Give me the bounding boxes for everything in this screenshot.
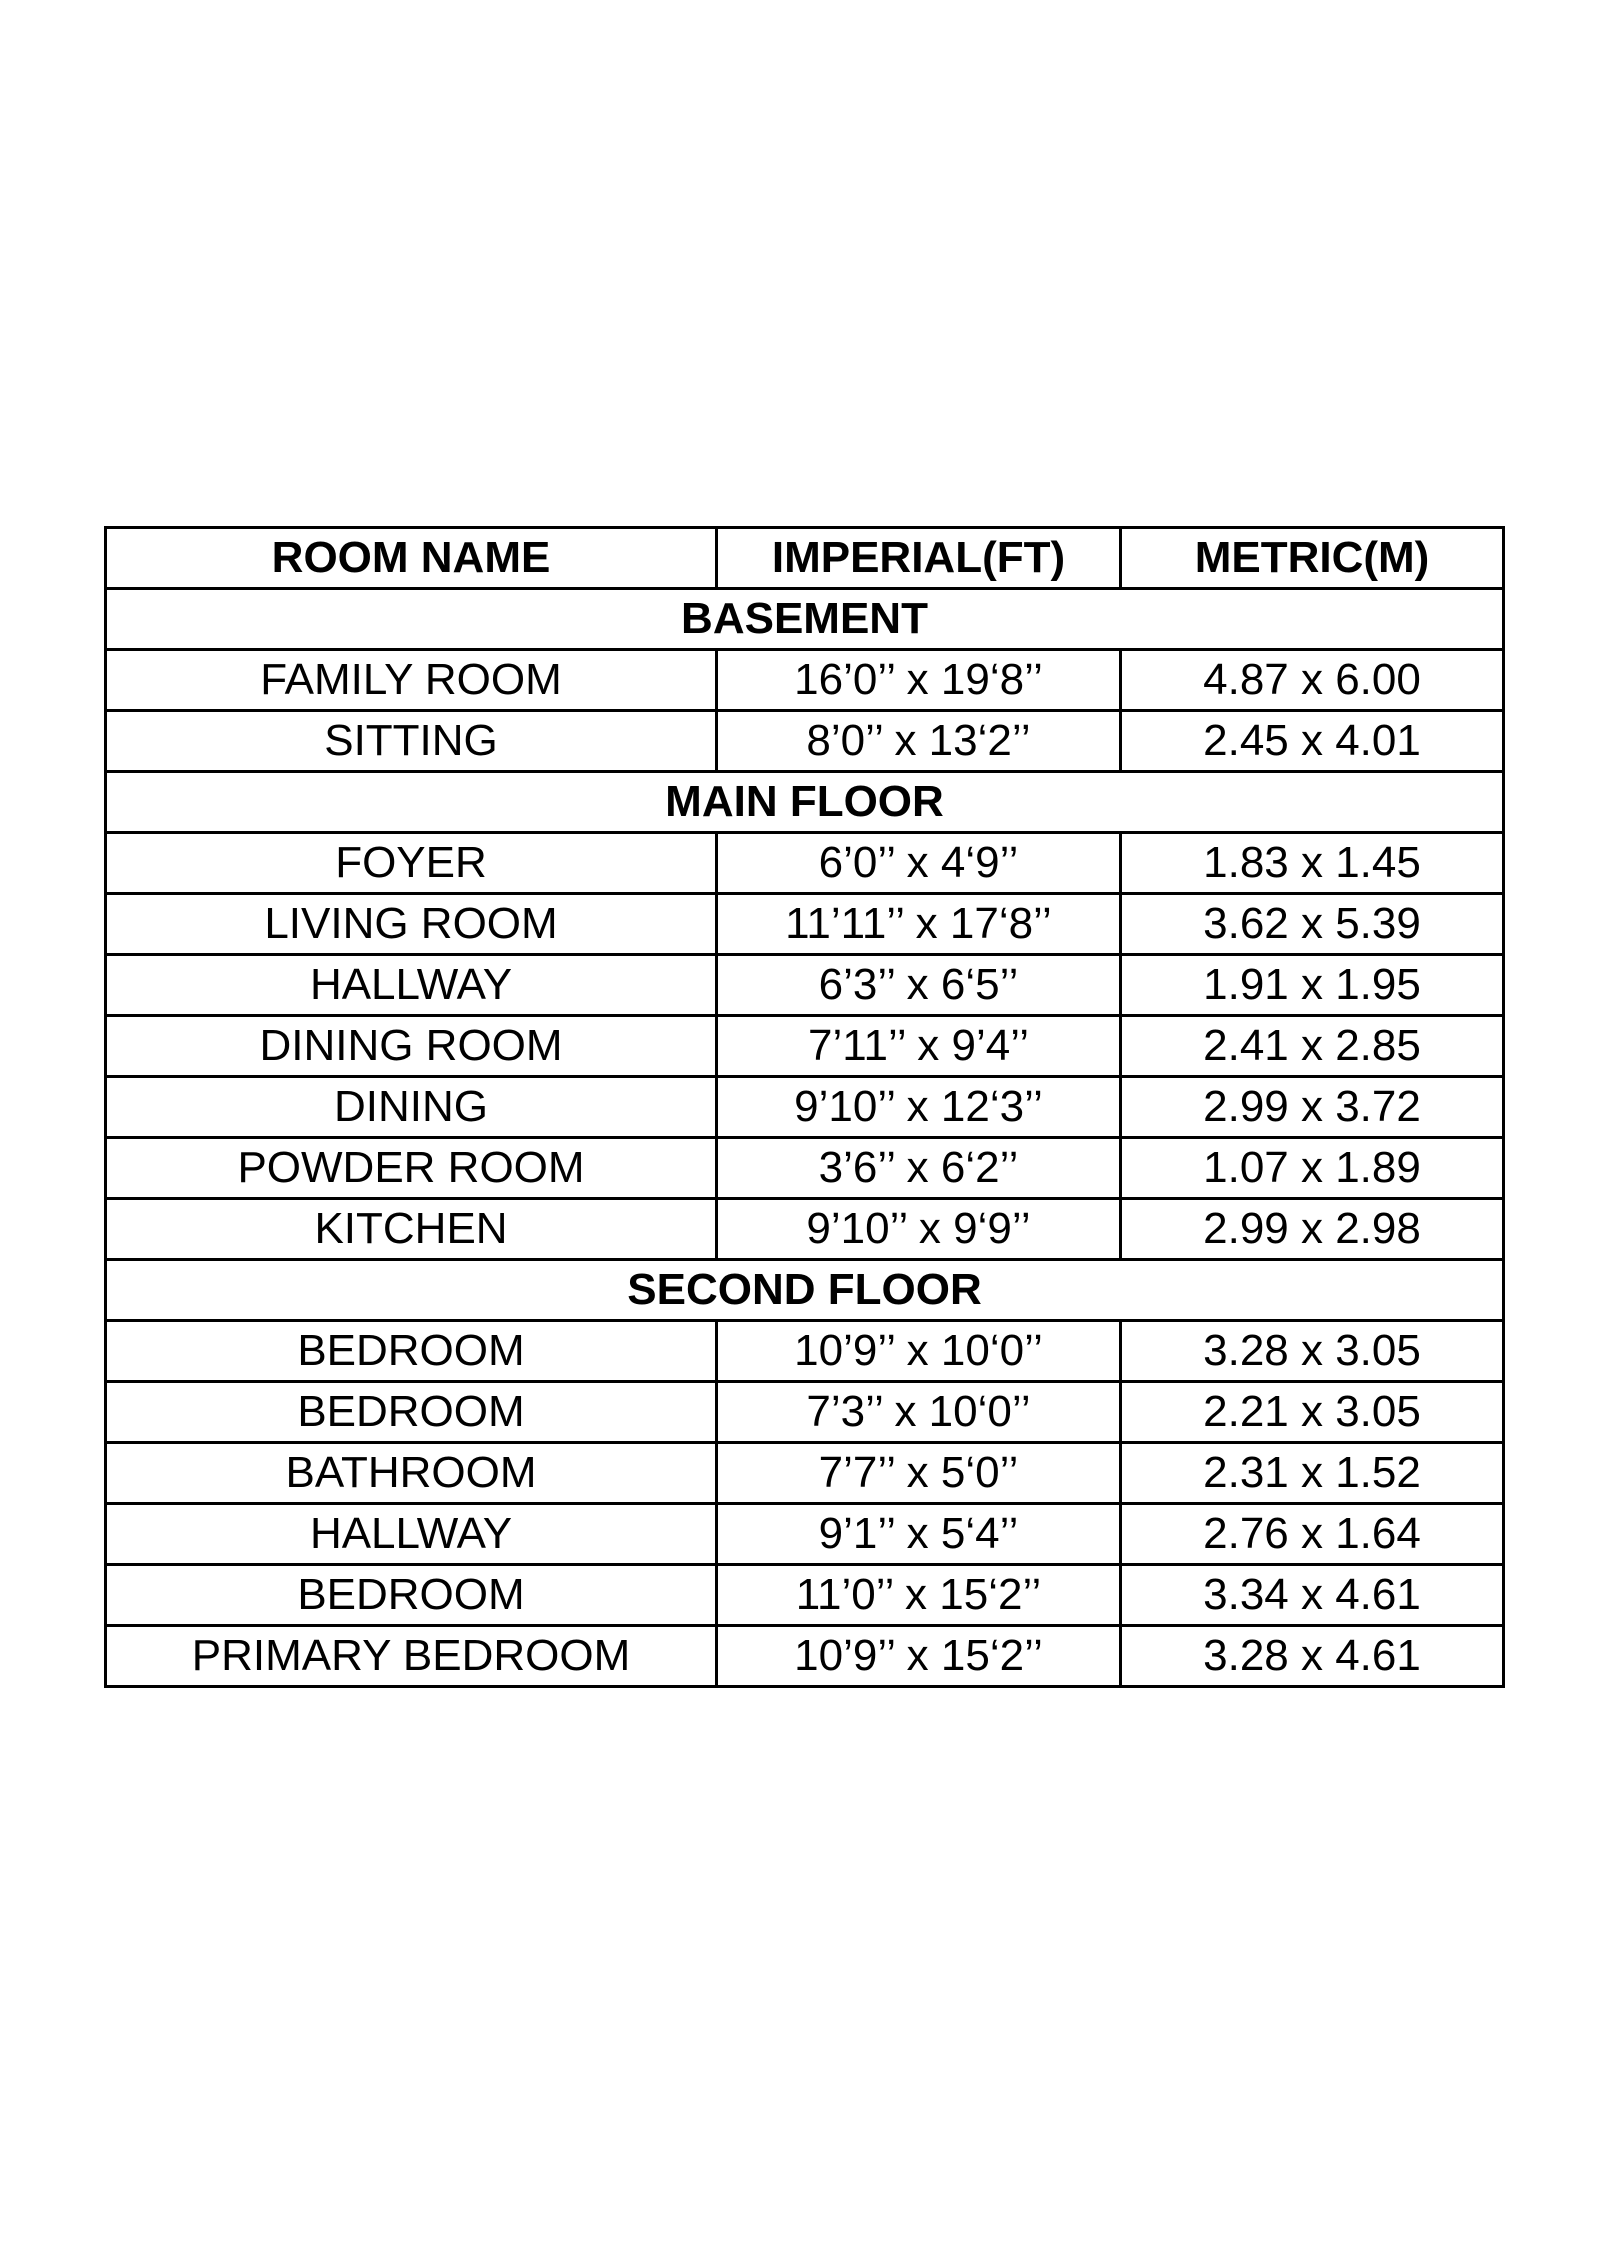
table-row: [106, 1626, 1504, 1687]
room-name-cell: HALLWAY: [106, 955, 717, 1016]
table-row: [106, 955, 1504, 1016]
table-header: [106, 528, 1504, 589]
imperial-cell: 9’10’’ x 12‘3’’: [717, 1077, 1121, 1138]
table-row: [106, 1138, 1504, 1199]
table-row: [106, 1382, 1504, 1443]
imperial-cell: 16’0’’ x 19‘8’’: [717, 650, 1121, 711]
imperial-cell: 10’9’’ x 10‘0’’: [717, 1321, 1121, 1382]
room-name-cell: DINING: [106, 1077, 717, 1138]
imperial-cell: 7’3’’ x 10‘0’’: [717, 1382, 1121, 1443]
table-row: [106, 894, 1504, 955]
table-row: [106, 1199, 1504, 1260]
section-row: [106, 772, 1504, 833]
room-name-cell: LIVING ROOM: [106, 894, 717, 955]
imperial-cell: 9’1’’ x 5‘4’’: [717, 1504, 1121, 1565]
room-name-cell: SITTING: [106, 711, 717, 772]
metric-cell: 3.34 x 4.61: [1121, 1565, 1504, 1626]
room-name-cell: BATHROOM: [106, 1443, 717, 1504]
room-name-cell: FAMILY ROOM: [106, 650, 717, 711]
metric-cell: 4.87 x 6.00: [1121, 650, 1504, 711]
imperial-cell: 8’0’’ x 13‘2’’: [717, 711, 1121, 772]
table-row: [106, 1565, 1504, 1626]
table-body: [106, 589, 1504, 1687]
metric-cell: 2.31 x 1.52: [1121, 1443, 1504, 1504]
room-name-cell: PRIMARY BEDROOM: [106, 1626, 717, 1687]
header-imperial: IMPERIAL(FT): [717, 528, 1121, 589]
imperial-cell: 9’10’’ x 9‘9’’: [717, 1199, 1121, 1260]
metric-cell: 1.07 x 1.89: [1121, 1138, 1504, 1199]
table-row: [106, 1504, 1504, 1565]
metric-cell: 2.99 x 2.98: [1121, 1199, 1504, 1260]
header-metric: METRIC(M): [1121, 528, 1504, 589]
room-name-cell: BEDROOM: [106, 1382, 717, 1443]
room-name-cell: POWDER ROOM: [106, 1138, 717, 1199]
section-title: SECOND FLOOR: [106, 1260, 1504, 1321]
imperial-cell: 11’11’’ x 17‘8’’: [717, 894, 1121, 955]
table-row: [106, 1443, 1504, 1504]
room-name-cell: FOYER: [106, 833, 717, 894]
metric-cell: 2.21 x 3.05: [1121, 1382, 1504, 1443]
table-row: [106, 1077, 1504, 1138]
section-row: [106, 1260, 1504, 1321]
table-row: [106, 1016, 1504, 1077]
metric-cell: 2.45 x 4.01: [1121, 711, 1504, 772]
room-name-cell: BEDROOM: [106, 1321, 717, 1382]
room-name-cell: BEDROOM: [106, 1565, 717, 1626]
room-name-cell: DINING ROOM: [106, 1016, 717, 1077]
metric-cell: 3.28 x 3.05: [1121, 1321, 1504, 1382]
table-row: [106, 833, 1504, 894]
metric-cell: 1.83 x 1.45: [1121, 833, 1504, 894]
room-name-cell: HALLWAY: [106, 1504, 717, 1565]
metric-cell: 3.62 x 5.39: [1121, 894, 1504, 955]
imperial-cell: 7’11’’ x 9’4’’: [717, 1016, 1121, 1077]
imperial-cell: 6’3’’ x 6‘5’’: [717, 955, 1121, 1016]
section-row: [106, 589, 1504, 650]
room-name-cell: KITCHEN: [106, 1199, 717, 1260]
table-row: [106, 711, 1504, 772]
metric-cell: 2.41 x 2.85: [1121, 1016, 1504, 1077]
imperial-cell: 7’7’’ x 5‘0’’: [717, 1443, 1121, 1504]
section-title: BASEMENT: [106, 589, 1504, 650]
header-room-name: ROOM NAME: [106, 528, 717, 589]
metric-cell: 2.76 x 1.64: [1121, 1504, 1504, 1565]
metric-cell: 2.99 x 3.72: [1121, 1077, 1504, 1138]
metric-cell: 3.28 x 4.61: [1121, 1626, 1504, 1687]
imperial-cell: 10’9’’ x 15‘2’’: [717, 1626, 1121, 1687]
imperial-cell: 3’6’’ x 6‘2’’: [717, 1138, 1121, 1199]
imperial-cell: 6’0’’ x 4‘9’’: [717, 833, 1121, 894]
metric-cell: 1.91 x 1.95: [1121, 955, 1504, 1016]
header-row: [106, 528, 1504, 589]
table-row: [106, 1321, 1504, 1382]
imperial-cell: 11’0’’ x 15‘2’’: [717, 1565, 1121, 1626]
table-row: [106, 650, 1504, 711]
room-dimensions-table: [104, 526, 1505, 1688]
section-title: MAIN FLOOR: [106, 772, 1504, 833]
